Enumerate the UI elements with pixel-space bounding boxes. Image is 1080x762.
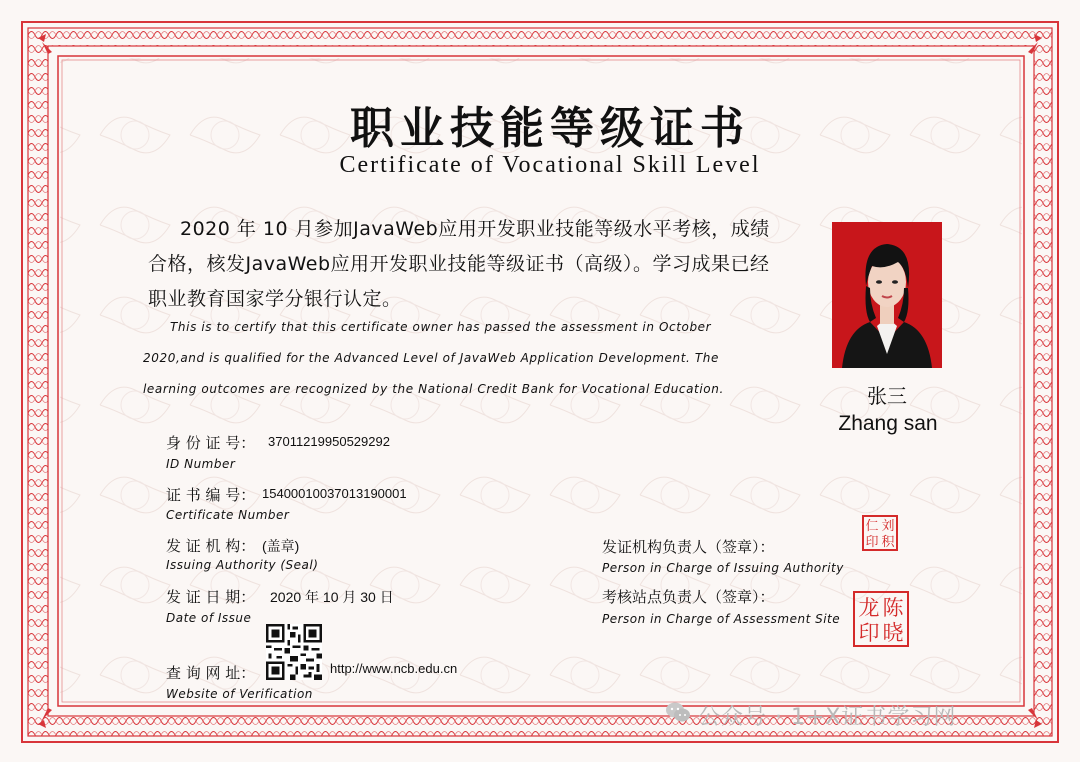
issuing-authority-label-en: Issuing Authority (Seal): [166, 558, 319, 572]
svg-text:晓: 晓: [882, 621, 904, 645]
certificate-number-value: 15400010037013190001: [262, 486, 407, 501]
website-link[interactable]: http://www.ncb.edu.cn: [330, 661, 458, 676]
body-text-cn-line-1: 2020 年 10 月参加JavaWeb应用开发职业技能等级水平考核，成绩: [180, 218, 770, 240]
svg-text:印: 印: [865, 535, 879, 550]
watermark-text: 公众号 · 1+X证书学习网: [698, 705, 957, 730]
issuing-authority-label: 发 证 机 构：: [166, 537, 256, 555]
body-text-en-line-1: This is to certify that this certificate owner has passed the assessment in October: [170, 320, 712, 334]
id-number-label-en: ID Number: [166, 457, 236, 471]
certificate-number-label-en: Certificate Number: [166, 508, 290, 522]
certificate-title-cn: 职业技能等级证书: [350, 103, 750, 154]
site-person-label-en: Person in Charge of Assessment Site: [602, 612, 841, 626]
svg-text:刘: 刘: [881, 519, 895, 534]
site-person-label: 考核站点负责人（签章）：: [602, 588, 775, 606]
certificate-number-label: 证 书 编 号：: [166, 486, 256, 504]
website-label-en: Website of Verification: [166, 687, 313, 701]
signature-seal-assessment-site: [852, 590, 910, 648]
body-text-cn-line-3: 职业教育国家学分银行认定。: [148, 288, 402, 310]
holder-photo: [832, 222, 942, 368]
website-label: 查 询 网 址：: [166, 664, 256, 682]
id-number-value: 37011219950529292: [268, 434, 390, 449]
date-of-issue-label: 发 证 日 期：: [166, 588, 256, 606]
qr-code-icon[interactable]: [266, 624, 322, 680]
certificate-title-en: Certificate of Vocational Skill Level: [339, 152, 761, 178]
holder-name-cn: 张三: [867, 384, 907, 408]
signature-seal-issuing-authority: [862, 515, 898, 551]
svg-text:仁: 仁: [865, 519, 879, 534]
date-of-issue-label-en: Date of Issue: [166, 611, 252, 625]
wechat-icon: [664, 698, 692, 726]
issuing-person-label: 发证机构负责人（签章）：: [602, 538, 775, 556]
svg-text:陈: 陈: [882, 596, 904, 620]
issuing-person-label-en: Person in Charge of Issuing Authority: [602, 561, 844, 575]
svg-text:龙: 龙: [858, 596, 880, 620]
body-text-cn-line-2: 合格，核发JavaWeb应用开发职业技能等级证书（高级）。学习成果已经: [148, 253, 770, 275]
issuing-authority-value: (盖章): [262, 538, 300, 554]
holder-name-en: Zhang san: [838, 412, 938, 435]
body-text-en-line-3: learning outcomes are recognized by the National Credit Bank for Vocational Education.: [143, 382, 724, 396]
id-number-label: 身 份 证 号：: [166, 434, 256, 452]
svg-text:印: 印: [858, 621, 880, 645]
date-of-issue-value: 2020 年 10 月 30 日: [270, 589, 394, 605]
svg-text:积: 积: [881, 535, 895, 550]
body-text-en-line-2: 2020,and is qualified for the Advanced Level of JavaWeb Application Development. The: [143, 351, 719, 365]
